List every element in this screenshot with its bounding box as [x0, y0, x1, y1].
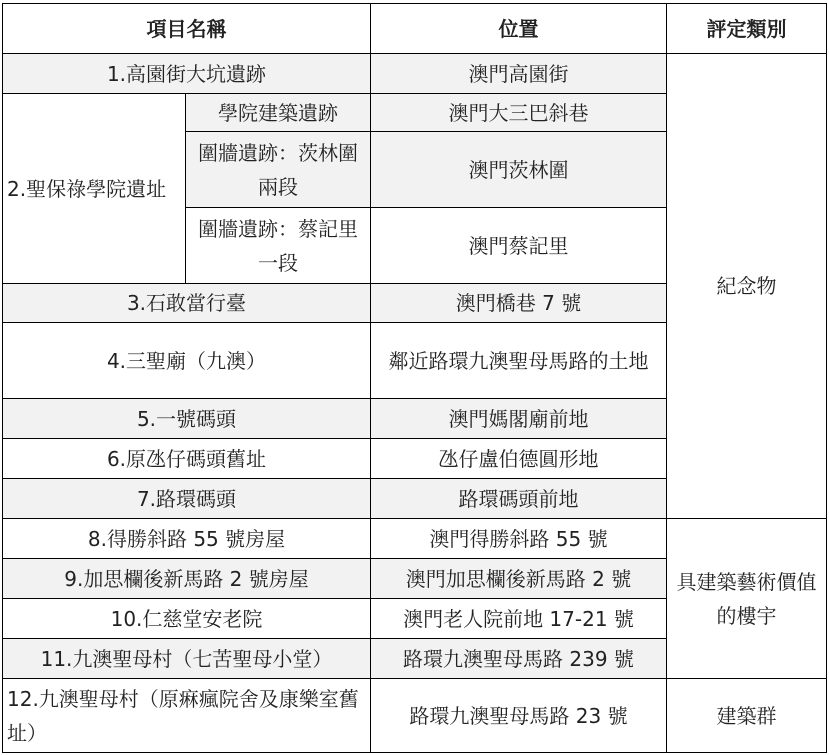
item-location: 鄰近路環九澳聖母馬路的土地: [371, 323, 667, 399]
item-location: 澳門得勝斜路 55 號: [371, 519, 667, 559]
header-name: 項目名稱: [3, 4, 371, 54]
category-ensemble: 建築群: [667, 679, 827, 753]
item-name: 5.一號碼頭: [3, 399, 371, 439]
heritage-table: [2, 3, 827, 753]
item-location: 路環碼頭前地: [371, 479, 667, 519]
item-location: 澳門大三巴斜巷: [371, 94, 667, 132]
item-location: 路環九澳聖母馬路 239 號: [371, 639, 667, 679]
item-name: 10.仁慈堂安老院: [3, 599, 371, 639]
item-name: 9.加思欄後新馬路 2 號房屋: [3, 559, 371, 599]
category-monument: 紀念物: [667, 54, 827, 519]
item-name: 1.高園街大坑遺跡: [3, 54, 371, 94]
item-name: 2.聖保祿學院遺址: [3, 94, 186, 284]
item-name: 7.路環碼頭: [3, 479, 371, 519]
category-architectural: 具建築藝術價值的樓宇: [667, 519, 827, 679]
item-location: 澳門蔡記里: [371, 208, 667, 284]
item-location: 澳門橋巷 7 號: [371, 284, 667, 323]
item-location: 澳門媽閣廟前地: [371, 399, 667, 439]
header-category: 評定類別: [667, 4, 827, 54]
table-header-row: [3, 4, 827, 54]
table-row: [3, 54, 827, 94]
item-name: 6.原氹仔碼頭舊址: [3, 439, 371, 479]
sub-item-name: 圍牆遺跡：茨林圍兩段: [186, 132, 371, 208]
header-location: 位置: [371, 4, 667, 54]
item-name: 11.九澳聖母村（七苦聖母小堂）: [3, 639, 371, 679]
item-name: 12.九澳聖母村（原痳瘋院舍及康樂室舊址）: [3, 679, 371, 753]
table-row: [3, 679, 827, 753]
item-location: 氹仔盧伯德圓形地: [371, 439, 667, 479]
item-location: 澳門加思欄後新馬路 2 號: [371, 559, 667, 599]
table-row: [3, 519, 827, 559]
item-name: 4.三聖廟（九澳）: [3, 323, 371, 399]
item-location: 澳門高園街: [371, 54, 667, 94]
item-location: 路環九澳聖母馬路 23 號: [371, 679, 667, 753]
sub-item-name: 圍牆遺跡：蔡記里一段: [186, 208, 371, 284]
item-location: 澳門老人院前地 17-21 號: [371, 599, 667, 639]
sub-item-name: 學院建築遺跡: [186, 94, 371, 132]
item-name: 8.得勝斜路 55 號房屋: [3, 519, 371, 559]
item-location: 澳門茨林圍: [371, 132, 667, 208]
item-name: 3.石敢當行臺: [3, 284, 371, 323]
